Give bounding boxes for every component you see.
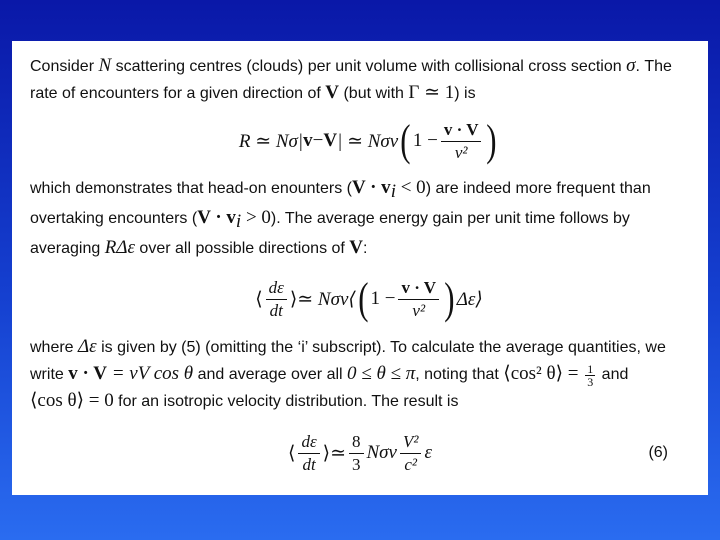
- langle: ⟨: [288, 442, 296, 464]
- math-overtaking: V · v: [197, 207, 236, 229]
- fraction-V2-c2: [400, 432, 421, 475]
- slide-panel: [12, 41, 708, 495]
- text: overtaking encounters (: [30, 210, 198, 228]
- math-lt0: < 0: [395, 177, 426, 198]
- fraction-vV-over-v2: [398, 278, 439, 321]
- eq1-V: V: [323, 130, 338, 151]
- math-V: V: [325, 82, 340, 103]
- paragraph-1-line-2: [30, 80, 708, 107]
- text: and average over all: [193, 366, 348, 384]
- eq1-v: v: [303, 130, 313, 151]
- right-paren: ): [486, 116, 497, 165]
- deps: dε: [298, 432, 319, 454]
- fraction-one-third: [585, 363, 595, 388]
- text: write: [30, 366, 69, 384]
- eq2-mid: ≃ Nσv⟨: [297, 288, 356, 310]
- fraction-vV-over-v2: [441, 120, 482, 163]
- text: where: [30, 339, 79, 357]
- text: (but with: [339, 85, 409, 102]
- fraction-deps-dt: [266, 278, 287, 321]
- rangle: ⟩: [322, 442, 331, 464]
- text: rate of encounters for a given direction of: [30, 85, 326, 102]
- fraction-deps-dt: [298, 432, 319, 475]
- text: ) is: [454, 85, 476, 102]
- eq1-minus: −: [312, 130, 324, 151]
- math-gamma: Γ ≃ 1: [408, 82, 455, 103]
- math-R-deps: RΔε: [104, 237, 135, 259]
- text: averaging: [30, 240, 105, 258]
- dt: dt: [302, 454, 316, 474]
- math-vVcos: = vV cos θ: [106, 363, 194, 385]
- paragraph-2-line-3: [30, 235, 708, 262]
- equation-6: [30, 419, 690, 487]
- paragraph-3-line-3: [30, 388, 708, 415]
- eq3-approx: ≃: [330, 442, 346, 464]
- eq2-one: 1 −: [370, 288, 396, 310]
- math-theta-range: 0 ≤ θ ≤ π: [347, 363, 416, 385]
- fraction-8-3: [349, 432, 364, 475]
- paragraph-2-line-2: [30, 205, 708, 235]
- text: scattering centres (clouds) per unit volume with collisional cross section: [111, 58, 627, 75]
- rangle: ⟩: [289, 288, 298, 310]
- eq1-one: 1 −: [412, 130, 438, 151]
- dt: dt: [269, 300, 283, 320]
- text: over all possible directions of: [134, 240, 350, 258]
- math-N: N: [98, 55, 112, 76]
- math-cos-zero: ⟨cos θ⟩ = 0: [30, 390, 114, 412]
- math-V: V: [349, 237, 364, 259]
- frac-num: v · V: [398, 278, 439, 300]
- eq3-eps: ε: [424, 442, 432, 464]
- text: . The: [635, 58, 672, 75]
- math-gt0: > 0: [241, 207, 271, 229]
- c2: c²: [404, 454, 418, 474]
- paragraph-3-line-2: [30, 361, 708, 388]
- left-paren: (: [358, 274, 369, 324]
- eq2-tail: Δε⟩: [456, 288, 483, 310]
- text: for an isotropic velocity distribution. The result is: [113, 393, 459, 411]
- equation-number: (6): [648, 444, 668, 462]
- frac-num: v · V: [441, 120, 482, 142]
- frac-den: v²: [412, 300, 426, 320]
- eq1-mid: | ≃ Nσv: [337, 130, 399, 152]
- text: Consider: [30, 58, 99, 75]
- text: which demonstrates that head-on enounters (: [30, 180, 352, 197]
- text: :: [363, 240, 368, 258]
- text: is given by (5) (omitting the ‘i’ subscript). To calculate the average quantities, we: [96, 339, 666, 357]
- frac-den: v²: [454, 142, 468, 162]
- text: and: [597, 366, 629, 384]
- sub-i: i: [390, 181, 396, 203]
- langle: ⟨: [255, 288, 263, 310]
- deps: dε: [266, 278, 287, 300]
- den: 3: [587, 374, 594, 389]
- paragraph-1-line-1: [30, 53, 708, 80]
- eight: 8: [349, 432, 364, 454]
- left-paren: (: [400, 116, 411, 165]
- math-headon: V · v: [351, 177, 391, 198]
- text: , noting that: [415, 366, 504, 384]
- text: ). The average energy gain per unit time follows by: [270, 210, 630, 228]
- text: ) are indeed more frequent than: [425, 180, 651, 197]
- eq3-nsv: Nσv: [366, 442, 397, 464]
- equation-average-gain: [30, 266, 708, 332]
- paragraph-2-line-1: [30, 175, 708, 205]
- paragraph-3-line-1: [30, 334, 708, 361]
- eq1-lhs: R ≃ Nσ|: [238, 130, 304, 152]
- num: 1: [587, 361, 594, 376]
- right-paren: ): [444, 274, 455, 324]
- three: 3: [352, 454, 361, 474]
- V2: V²: [400, 432, 421, 454]
- equation-encounter-rate: [30, 109, 708, 173]
- math-sigma: σ: [626, 55, 636, 76]
- math-vdotV: v · V: [68, 363, 107, 385]
- math-deps: Δε: [78, 336, 97, 358]
- math-cos2: ⟨cos² θ⟩ =: [503, 363, 584, 385]
- sub-i: i: [235, 211, 242, 233]
